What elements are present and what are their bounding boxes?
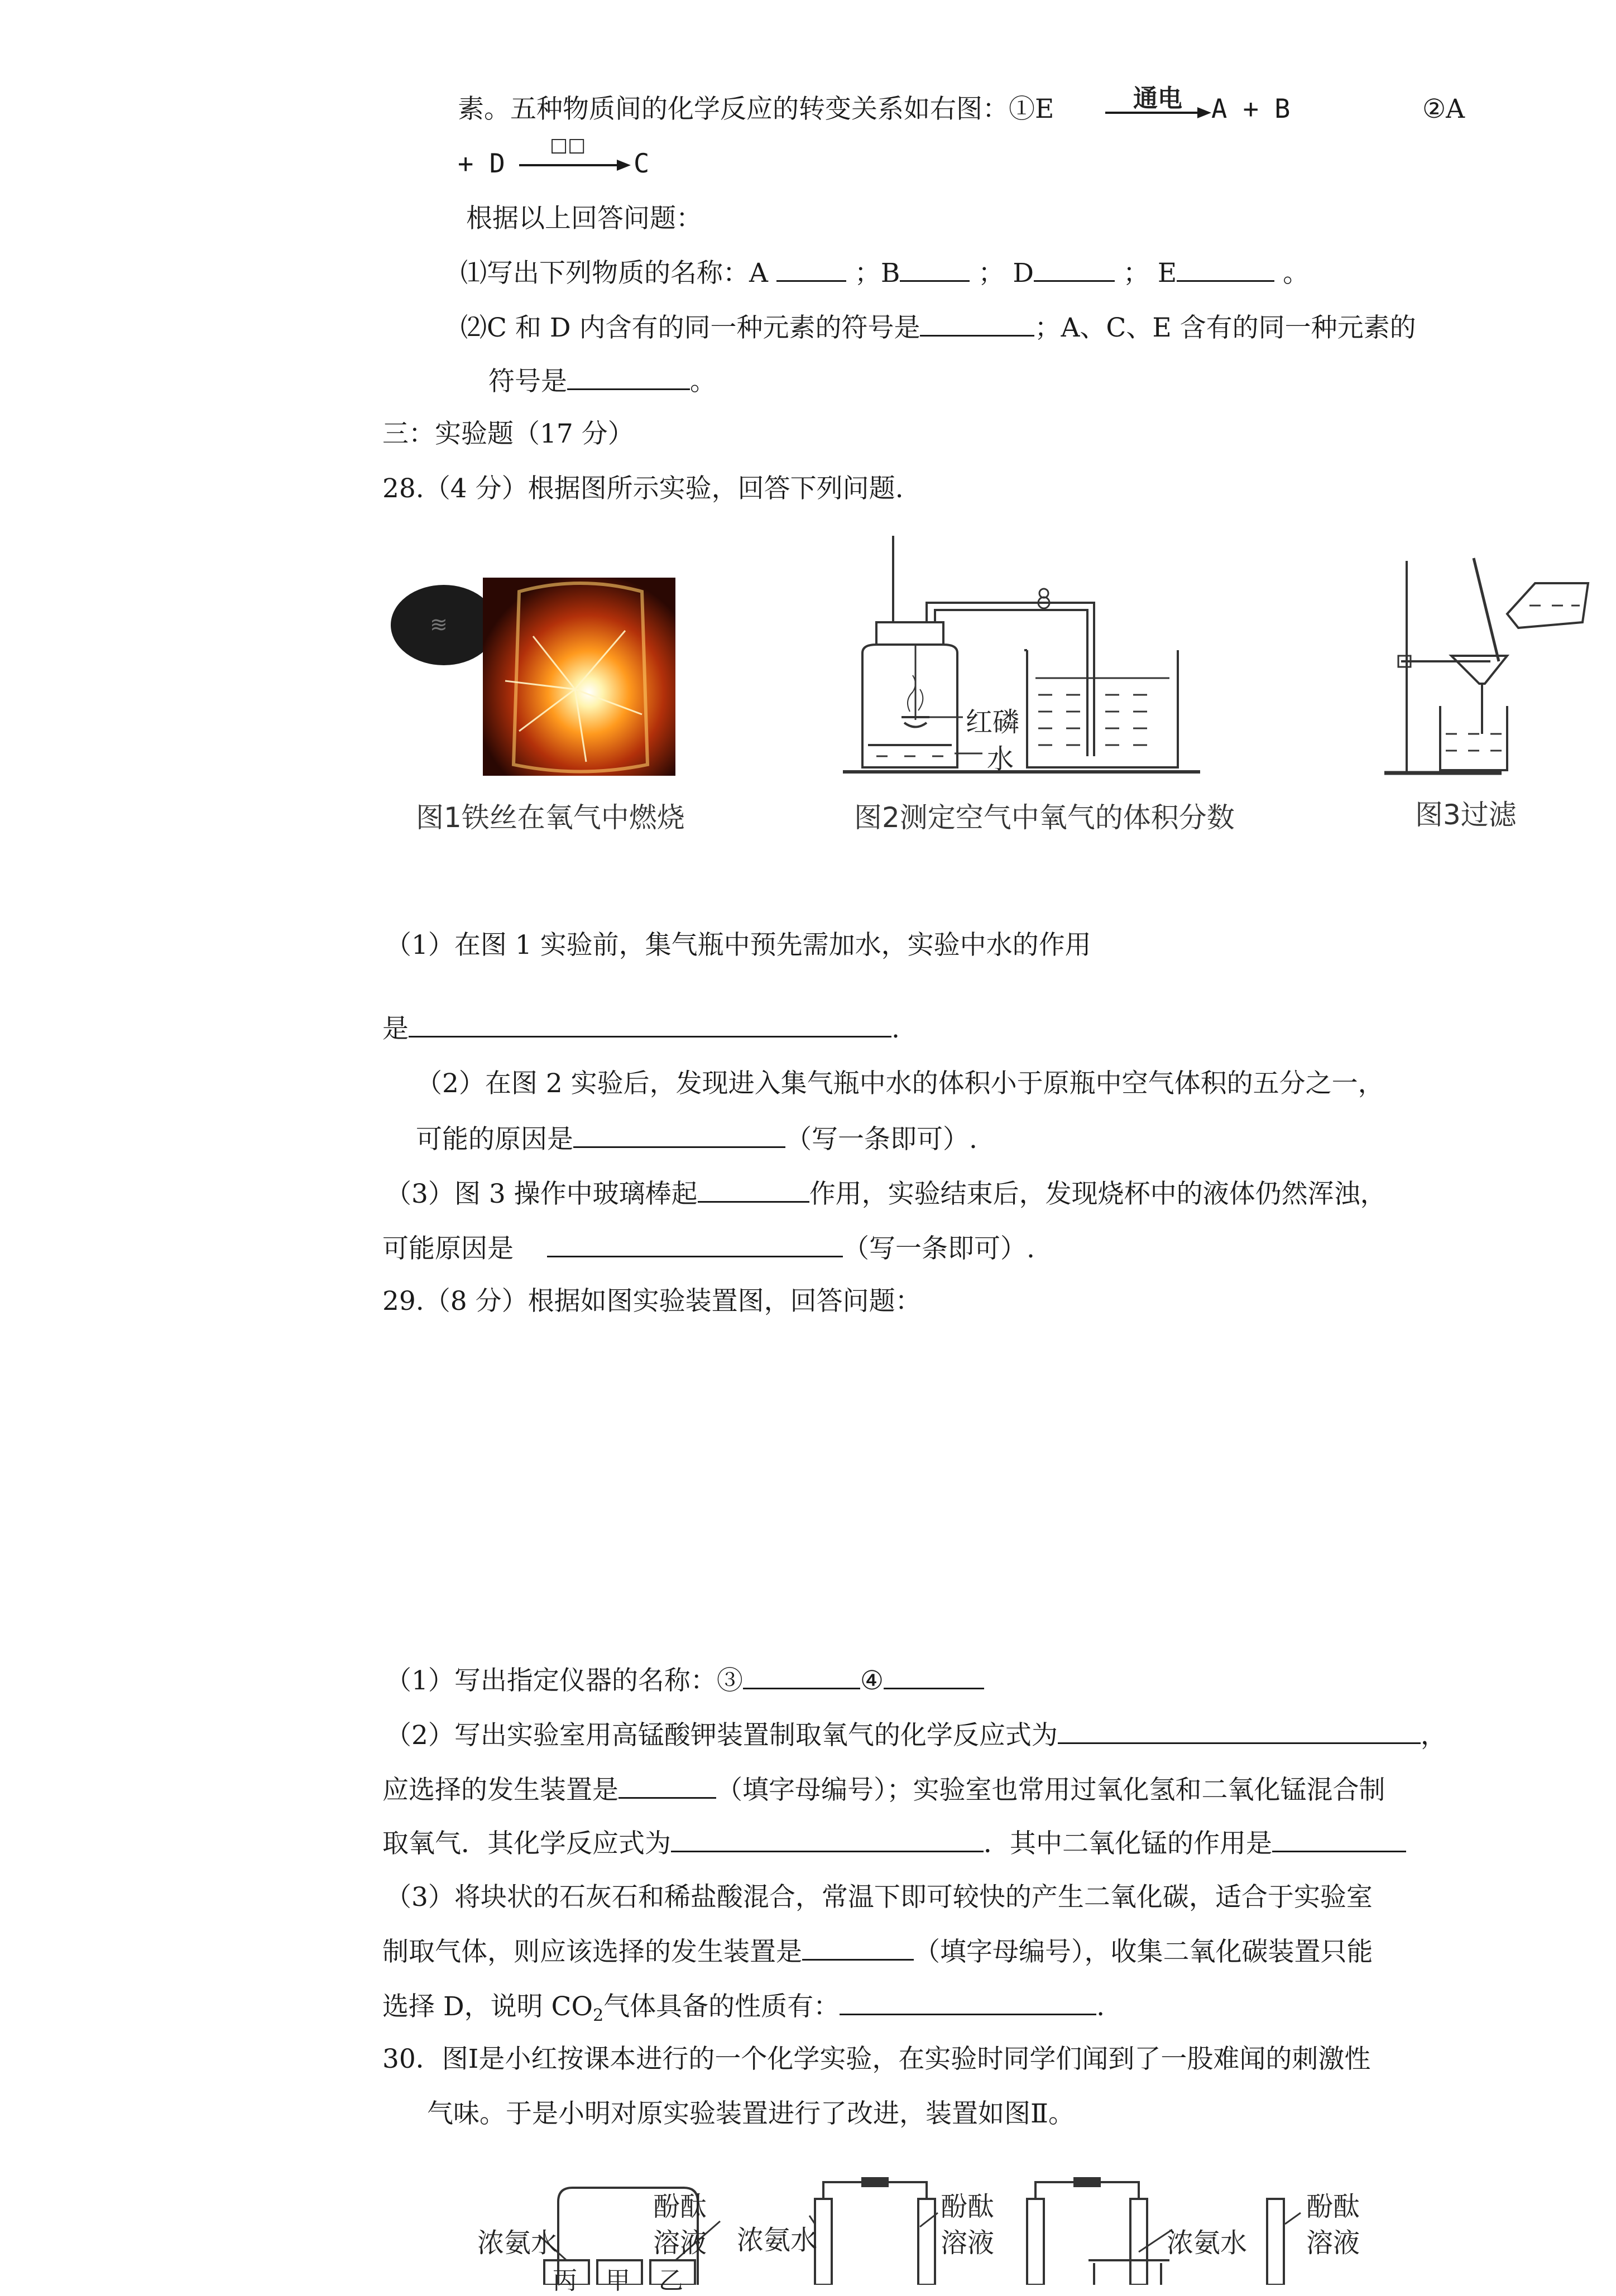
q29-part3-line1: （3）将块状的石灰石和稀盐酸混合，常温下即可较快的产生二氧化碳，适合于实验室: [385, 1882, 1373, 1913]
iron-burning-image: [391, 569, 675, 776]
answer-blank-kmno4-equation[interactable]: [1058, 1718, 1421, 1744]
figure-3-filtration: [1379, 550, 1596, 784]
label-ammonia-1: 浓氨水: [477, 2227, 558, 2259]
answer-blank-instrument-3[interactable]: [743, 1663, 860, 1689]
figure-3-caption: 图3过滤: [1415, 799, 1517, 831]
q27-p2-end: 。: [690, 366, 716, 397]
q29-p2-l2a: 应选择的发生装置是: [382, 1775, 618, 1805]
q29-p2-l3b: ．其中二氧化锰的作用是: [984, 1828, 1272, 1859]
q28-part1-line2: [382, 1011, 900, 1046]
q29-p3-l3a: 选择 D，说明 CO: [382, 1991, 593, 2022]
answer-blank-mno2-role[interactable]: [1272, 1826, 1406, 1852]
q27-p1-d: D: [1013, 258, 1034, 289]
label-phenolphthalein-2a: 酚酞: [941, 2191, 995, 2222]
answer-blank-cd-element[interactable]: [920, 310, 1034, 337]
q28-p1-end: .: [891, 1013, 900, 1044]
q28-stem: 28.（4 分）根据图所示实验，回答下列问题.: [382, 473, 904, 504]
q27-p1-sep2: ；: [978, 258, 1005, 289]
label-phenolphthalein-1a: 酚酞: [653, 2191, 707, 2222]
q27-part1: [461, 256, 1309, 290]
q28-part2-line1: （2）在图 2 实验后，发现进入集气瓶中水的体积小于原瓶中空气体积的五分之一，: [416, 1068, 1384, 1099]
answer-blank-e[interactable]: [1177, 256, 1274, 282]
q27-line1-right: ②A: [1422, 94, 1465, 124]
answer-blank-water-role[interactable]: [409, 1011, 891, 1037]
q29-stem: 29.（8 分）根据如图实验装置图，回答问题：: [382, 1286, 922, 1317]
answer-blank-turbid-reason[interactable]: [547, 1231, 843, 1257]
q28-p2-reason: 可能的原因是: [416, 1124, 573, 1155]
label-ammonia-2: 浓氨水: [737, 2225, 818, 2256]
q28-p3-end: （写一条即可）.: [843, 1233, 1035, 1264]
label-bing: 丙: [553, 2266, 577, 2295]
q27-p1-e: E: [1157, 258, 1177, 289]
section-title: 三：实验题（17 分）: [382, 419, 634, 449]
answer-blank-reason[interactable]: [573, 1122, 785, 1148]
q29-part2-line3: [382, 1826, 1406, 1861]
q27-arrow2: [516, 134, 634, 179]
label-phenolphthalein-1b: 溶液: [653, 2227, 707, 2259]
q27-line2-after: C: [634, 148, 650, 179]
q27-p2-text: ⑵C 和 D 内含有的同一种元素的符号是: [461, 313, 920, 343]
q28-p3-reason: 可能原因是: [382, 1233, 514, 1264]
q28-part3-line1: [385, 1176, 1387, 1211]
figure-1-iron-burning: [391, 569, 675, 776]
q27-p1-end: 。: [1283, 258, 1310, 289]
q28-part3-line2: [382, 1231, 1035, 1266]
answer-blank-co2-property[interactable]: [840, 1989, 1096, 2015]
q27-part2-line2: [488, 364, 716, 398]
filtration-diagram: [1379, 550, 1596, 784]
answer-blank-b[interactable]: [900, 256, 970, 282]
q29-part3-line2: [382, 1934, 1373, 1969]
q27-p1-sep3: ；: [1123, 258, 1149, 289]
q27-arrow1: [1102, 78, 1214, 128]
label-ammonia-3: 浓氨水: [1167, 2227, 1248, 2259]
label-yi: 乙: [659, 2266, 683, 2295]
q29-part2-line2: [382, 1773, 1385, 1807]
q28-p3-a: （3）图 3 操作中玻璃棒起: [385, 1179, 698, 1209]
q28-p1-is: 是: [382, 1013, 409, 1044]
oxygen-apparatus-diagram: [843, 533, 1200, 784]
q29-part2-line1: [385, 1718, 1447, 1752]
label-water: 水: [987, 743, 1014, 775]
label-jia: 甲: [606, 2266, 630, 2295]
arrow2-icon: [516, 134, 634, 179]
q27-p1-sep1: ；B: [854, 258, 900, 289]
answer-blank-d[interactable]: [1034, 256, 1115, 282]
answer-blank-generator-o2[interactable]: [618, 1773, 716, 1799]
q28-p3-b: 作用，实验结束后，发现烧杯中的液体仍然浑浊，: [809, 1179, 1387, 1209]
q29-p1-mid: ④: [860, 1665, 884, 1696]
label-phenolphthalein-3b: 溶液: [1306, 2227, 1360, 2259]
figure-1-caption: 图1铁丝在氧气中燃烧: [416, 801, 685, 834]
q29-p2-l1-end: ，: [1420, 1720, 1447, 1751]
q27-p2-line2: 符号是: [488, 366, 567, 397]
q27-p2-mid: ；A、C、E 含有的同一种元素的: [1034, 313, 1416, 343]
q30-line1: 30．图Ⅰ是小红按课本进行的一个化学实验，在实验时同学们闻到了一股难闻的刺激性: [382, 2044, 1371, 2074]
q29-p2-l1: （2）写出实验室用高锰酸钾装置制取氧气的化学反应式为: [385, 1720, 1058, 1751]
answer-blank-ace-element[interactable]: [567, 364, 690, 390]
q29-part3-line3: [382, 1989, 1105, 2033]
label-phenolphthalein-3a: 酚酞: [1306, 2191, 1360, 2222]
q27-part2: [461, 310, 1416, 345]
q28-part2-line2: [416, 1122, 977, 1156]
answer-blank-a[interactable]: [776, 256, 846, 282]
figure-2-caption: 图2测定空气中氧气的体积分数: [854, 801, 1235, 834]
figure-2-oxygen-measurement: [843, 533, 1200, 784]
q29-p3-l2a: 制取气体，则应该选择的发生装置是: [382, 1937, 802, 1967]
q30-line2: 气味。于是小明对原实验装置进行了改进，装置如图Ⅱ。: [427, 2098, 1075, 2129]
svg-text:≋: ≋: [430, 612, 448, 637]
co2-subscript: 2: [593, 2006, 604, 2025]
q28-part1-line1: （1）在图 1 实验前，集气瓶中预先需加水，实验中水的作用: [385, 930, 1091, 960]
answer-blank-instrument-4[interactable]: [884, 1663, 984, 1689]
q27-line2-left: + D: [458, 148, 505, 179]
q29-p1-text: （1）写出指定仪器的名称：③: [385, 1665, 743, 1696]
q29-p3-l2b: （填字母编号），收集二氧化碳装置只能: [914, 1937, 1373, 1967]
answer-blank-generator-co2[interactable]: [802, 1934, 914, 1961]
q28-p2-end: （写一条即可）.: [785, 1124, 977, 1155]
answer-blank-glass-rod[interactable]: [698, 1176, 809, 1203]
q27-line1: [458, 93, 1054, 126]
q27-p1-prefix: ⑴写出下列物质的名称：A: [461, 258, 768, 289]
q29-p2-l2b: （填字母编号）；实验室也常用过氧化氢和二氧化锰混合制: [716, 1775, 1385, 1805]
label-red-phosphorus: 红磷: [966, 707, 1020, 738]
q27-instruction: 根据以上回答问题：: [466, 203, 702, 234]
label-phenolphthalein-2b: 溶液: [941, 2227, 995, 2259]
q27-line1-after: A + B: [1211, 94, 1291, 124]
answer-blank-h2o2-equation[interactable]: [671, 1826, 984, 1852]
q29-part1: [385, 1663, 984, 1698]
arrow1-icon: [1102, 78, 1214, 128]
q29-p2-l3a: 取氧气．其化学反应式为: [382, 1828, 671, 1859]
arrow1-label: 通电: [1133, 84, 1182, 113]
q27-line1-text: 素。五种物质间的化学反应的转变关系如右图：①E: [458, 94, 1054, 124]
q29-p3-end: .: [1096, 1991, 1105, 2022]
arrow2-label: □□: [550, 134, 586, 156]
q29-p3-l3b: 气体具备的性质有：: [603, 1991, 840, 2022]
figure-q30-apparatus: [469, 2168, 1373, 2295]
